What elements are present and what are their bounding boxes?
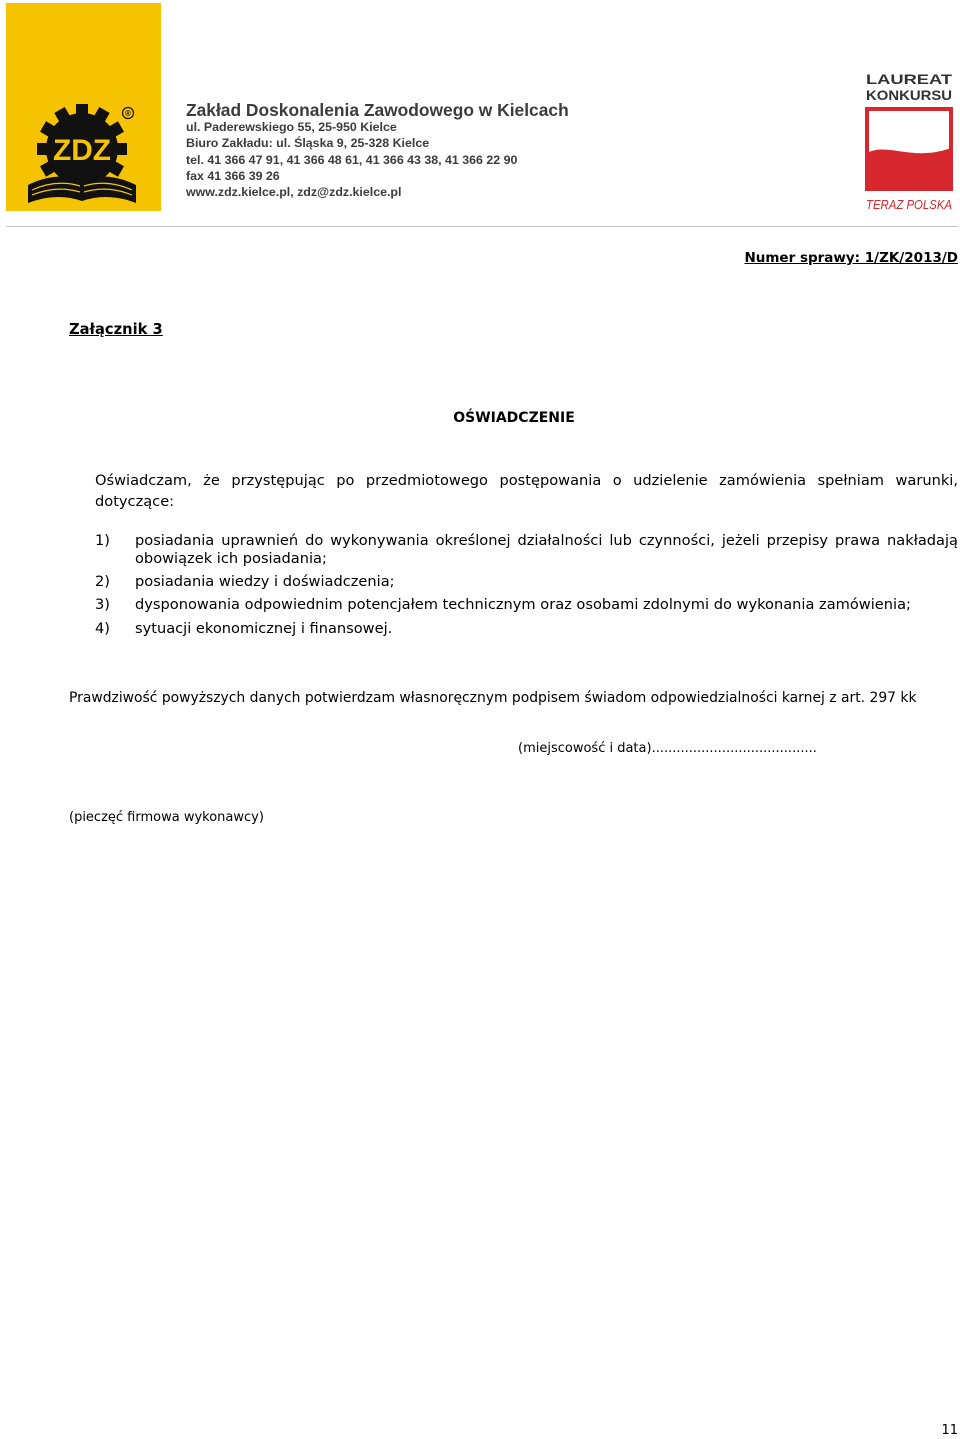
place-date-field: (miejscowość i data)........................................ bbox=[518, 741, 817, 756]
condition-number: 3) bbox=[95, 596, 110, 613]
condition-item bbox=[95, 573, 958, 591]
award-brand: TERAZ POLSKA bbox=[866, 197, 952, 212]
statement-intro: Oświadczam, że przystępując po przedmiotowego postępowania o udzielenie zamówienia spełniam warunki, dotyczące: bbox=[95, 472, 958, 510]
document-title: OŚWIADCZENIE bbox=[453, 410, 575, 426]
web-email-line: www.zdz.kielce.pl, zdz@zdz.kielce.pl bbox=[186, 185, 402, 200]
attachment-label: Załącznik 3 bbox=[69, 321, 163, 338]
condition-item bbox=[95, 620, 958, 638]
condition-item bbox=[95, 532, 958, 568]
organization-name: Zakład Doskonalenia Zawodowego w Kielcach bbox=[186, 100, 569, 120]
condition-number: 2) bbox=[95, 573, 110, 590]
header-divider bbox=[6, 226, 958, 227]
organization-address bbox=[186, 119, 517, 200]
condition-text: dysponowania odpowiednim potencjałem technicznym oraz osobami zdolnymi do wykonania zamówienia; bbox=[135, 596, 911, 613]
logo-lettering: ZDZ bbox=[53, 134, 111, 167]
teraz-polska-flag-icon bbox=[867, 109, 951, 189]
condition-number: 4) bbox=[95, 620, 110, 637]
case-number: Numer sprawy: 1/ZK/2013/D bbox=[744, 250, 958, 266]
condition-text: posiadania uprawnień do wykonywania określonej działalności lub czynności, jeżeli przepisy prawa nakładają obowiązek ich posiadania; bbox=[135, 532, 958, 567]
condition-item bbox=[95, 596, 958, 614]
award-line-laureat: LAUREAT bbox=[866, 71, 953, 87]
fax-line: fax 41 366 39 26 bbox=[186, 168, 280, 183]
condition-number: 1) bbox=[95, 532, 110, 549]
condition-text: posiadania wiedzy i doświadczenia; bbox=[135, 573, 395, 590]
condition-text: sytuacji ekonomicznej i finansowej. bbox=[135, 620, 393, 637]
phone-line: tel. 41 366 47 91, 41 366 48 61, 41 366 43 38, 41 366 22 90 bbox=[186, 152, 518, 167]
page-number: 11 bbox=[941, 1423, 958, 1438]
zdz-logo bbox=[6, 3, 161, 211]
award-line-konkursu: KONKURSU bbox=[866, 87, 952, 103]
company-stamp-label: (pieczęć firmowa wykonawcy) bbox=[69, 810, 264, 825]
address-line: Biuro Zakładu: ul. Śląska 9, 25-328 Kielce bbox=[186, 136, 430, 151]
svg-text:®: ® bbox=[125, 109, 131, 118]
teraz-polska-logo bbox=[860, 66, 958, 216]
confirmation-statement: Prawdziwość powyższych danych potwierdzam własnoręcznym podpisem świadom odpowiedzialności karnej z art. 297 kk bbox=[69, 690, 917, 706]
address-line: ul. Paderewskiego 55, 25-950 Kielce bbox=[186, 120, 397, 134]
